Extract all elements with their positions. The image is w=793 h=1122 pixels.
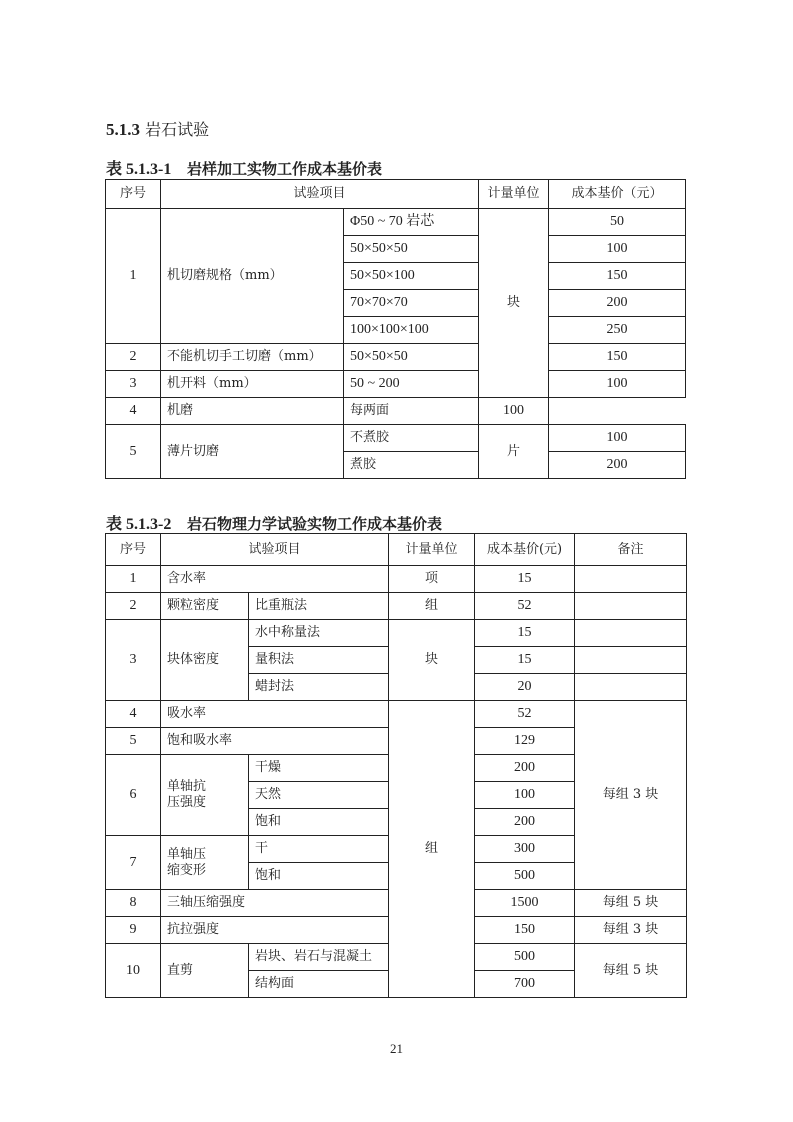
row-price: 15: [475, 620, 575, 647]
row-note: [575, 674, 687, 701]
row-price: 250: [549, 317, 686, 344]
row-item: 不能机切手工切磨（mm）: [161, 344, 344, 371]
table-row: [106, 344, 686, 371]
table1-caption-number: 表 5.1.3-1: [106, 161, 172, 178]
row-price: 150: [475, 917, 575, 944]
row-method: 比重瓶法: [249, 593, 389, 620]
row-no: 10: [106, 944, 161, 998]
row-method: 干: [249, 836, 389, 863]
row-no: 8: [106, 890, 161, 917]
page-number: 21: [390, 1041, 403, 1056]
row-spec: 不煮胶: [344, 425, 479, 452]
row-no: 3: [106, 620, 161, 701]
header-no: 序号: [106, 534, 161, 566]
table2-header-row: [106, 534, 687, 566]
row-item: 薄片切磨: [161, 425, 344, 479]
header-price: 成本基价(元): [475, 534, 575, 566]
row-price: 100: [549, 425, 686, 452]
row-spec: 50×50×50: [344, 236, 479, 263]
row-unit: 项: [389, 566, 475, 593]
header-item: 试验项目: [161, 180, 479, 209]
row-price: 150: [549, 344, 686, 371]
row-item: 饱和吸水率: [161, 728, 389, 755]
row-note: 每组 5 块: [575, 944, 687, 998]
section-number: 5.1.3: [106, 120, 140, 139]
row-note: [575, 593, 687, 620]
row-item: 颗粒密度: [161, 593, 249, 620]
row-no: 5: [106, 425, 161, 479]
row-unit: 组: [389, 701, 475, 998]
row-method: 蜡封法: [249, 674, 389, 701]
table1: [105, 179, 686, 479]
row-no: 5: [106, 728, 161, 755]
table-row: [106, 620, 687, 647]
row-price: 500: [475, 944, 575, 971]
header-unit: 计量单位: [389, 534, 475, 566]
row-spec: 煮胶: [344, 452, 479, 479]
row-no: 7: [106, 836, 161, 890]
table1-caption: [106, 156, 382, 179]
row-price: 200: [549, 290, 686, 317]
row-price: 700: [475, 971, 575, 998]
header-unit: 计量单位: [479, 180, 549, 209]
row-spec: Φ50 ~ 70 岩芯: [344, 209, 479, 236]
row-note: 每组 5 块: [575, 890, 687, 917]
row-spec: 100×100×100: [344, 317, 479, 344]
table2: [105, 533, 687, 998]
row-note: [575, 620, 687, 647]
row-spec: 50×50×50: [344, 344, 479, 371]
row-spec: 每两面: [344, 398, 479, 425]
row-price: 100: [549, 371, 686, 398]
row-no: 3: [106, 371, 161, 398]
row-method: 结构面: [249, 971, 389, 998]
row-price: 200: [475, 755, 575, 782]
row-price: 300: [475, 836, 575, 863]
row-unit: 块: [389, 620, 475, 701]
row-spec: 50 ~ 200: [344, 371, 479, 398]
table-row: [106, 398, 686, 425]
section-title: 岩石试验: [145, 120, 210, 139]
row-no: 4: [106, 398, 161, 425]
row-price: 50: [549, 209, 686, 236]
row-method: 量积法: [249, 647, 389, 674]
row-method: 岩块、岩石与混凝土: [249, 944, 389, 971]
header-price: 成本基价（元）: [549, 180, 686, 209]
row-method: 饱和: [249, 809, 389, 836]
row-note: 每组 3 块: [575, 917, 687, 944]
row-note: [575, 647, 687, 674]
row-item: 含水率: [161, 566, 389, 593]
table2-caption: [106, 511, 442, 534]
row-unit: 块: [479, 209, 549, 398]
table-row: [106, 566, 687, 593]
row-item-line2: 缩变形: [167, 862, 207, 878]
table-row: [106, 593, 687, 620]
row-note: [575, 566, 687, 593]
row-price: 100: [475, 782, 575, 809]
header-note: 备注: [575, 534, 687, 566]
row-item: 块体密度: [161, 620, 249, 701]
row-method: 干燥: [249, 755, 389, 782]
row-item-line1: 单轴抗: [167, 779, 207, 794]
row-price: 129: [475, 728, 575, 755]
header-no: 序号: [106, 180, 161, 209]
row-item: [161, 836, 249, 890]
row-method: 水中称量法: [249, 620, 389, 647]
row-price: 20: [475, 674, 575, 701]
table-row: [106, 701, 687, 728]
row-no: 1: [106, 209, 161, 344]
table-row: [106, 371, 686, 398]
row-unit: 片: [479, 425, 549, 479]
row-spec: 70×70×70: [344, 290, 479, 317]
row-item-line1: 单轴压: [167, 846, 207, 862]
row-unit: 组: [389, 593, 475, 620]
row-price: 200: [549, 452, 686, 479]
row-item: 直剪: [161, 944, 249, 998]
row-price: 1500: [475, 890, 575, 917]
row-price: 100: [479, 398, 549, 425]
row-no: 2: [106, 593, 161, 620]
table-row: [106, 425, 686, 452]
row-no: 6: [106, 755, 161, 836]
row-no: 2: [106, 344, 161, 371]
row-price: 150: [549, 263, 686, 290]
table2-caption-number: 表 5.1.3-2: [106, 516, 172, 533]
table2-caption-title: 岩石物理力学试验实物工作成本基价表: [187, 515, 443, 533]
row-item: [161, 755, 249, 836]
row-item: 机切磨规格（mm）: [161, 209, 344, 344]
row-method: 饱和: [249, 863, 389, 890]
section-heading: [106, 117, 209, 140]
row-no: 9: [106, 917, 161, 944]
row-no: 1: [106, 566, 161, 593]
row-method: 天然: [249, 782, 389, 809]
row-price: 15: [475, 647, 575, 674]
row-note: 每组 3 块: [575, 701, 687, 890]
row-item: 三轴压缩强度: [161, 890, 389, 917]
table1-caption-title: 岩样加工实物工作成本基价表: [187, 160, 383, 178]
row-price: 500: [475, 863, 575, 890]
row-price: 52: [475, 701, 575, 728]
row-price: 52: [475, 593, 575, 620]
row-item: 吸水率: [161, 701, 389, 728]
row-price: 200: [475, 809, 575, 836]
row-item-line2: 压强度: [167, 795, 207, 810]
row-price: 100: [549, 236, 686, 263]
row-spec: 50×50×100: [344, 263, 479, 290]
row-item: 抗拉强度: [161, 917, 389, 944]
table1-header-row: [106, 180, 686, 209]
table-row: [106, 209, 686, 236]
header-item: 试验项目: [161, 534, 389, 566]
row-no: 4: [106, 701, 161, 728]
row-price: 15: [475, 566, 575, 593]
row-item: 机磨: [161, 398, 344, 425]
row-item: 机开料（mm）: [161, 371, 344, 398]
